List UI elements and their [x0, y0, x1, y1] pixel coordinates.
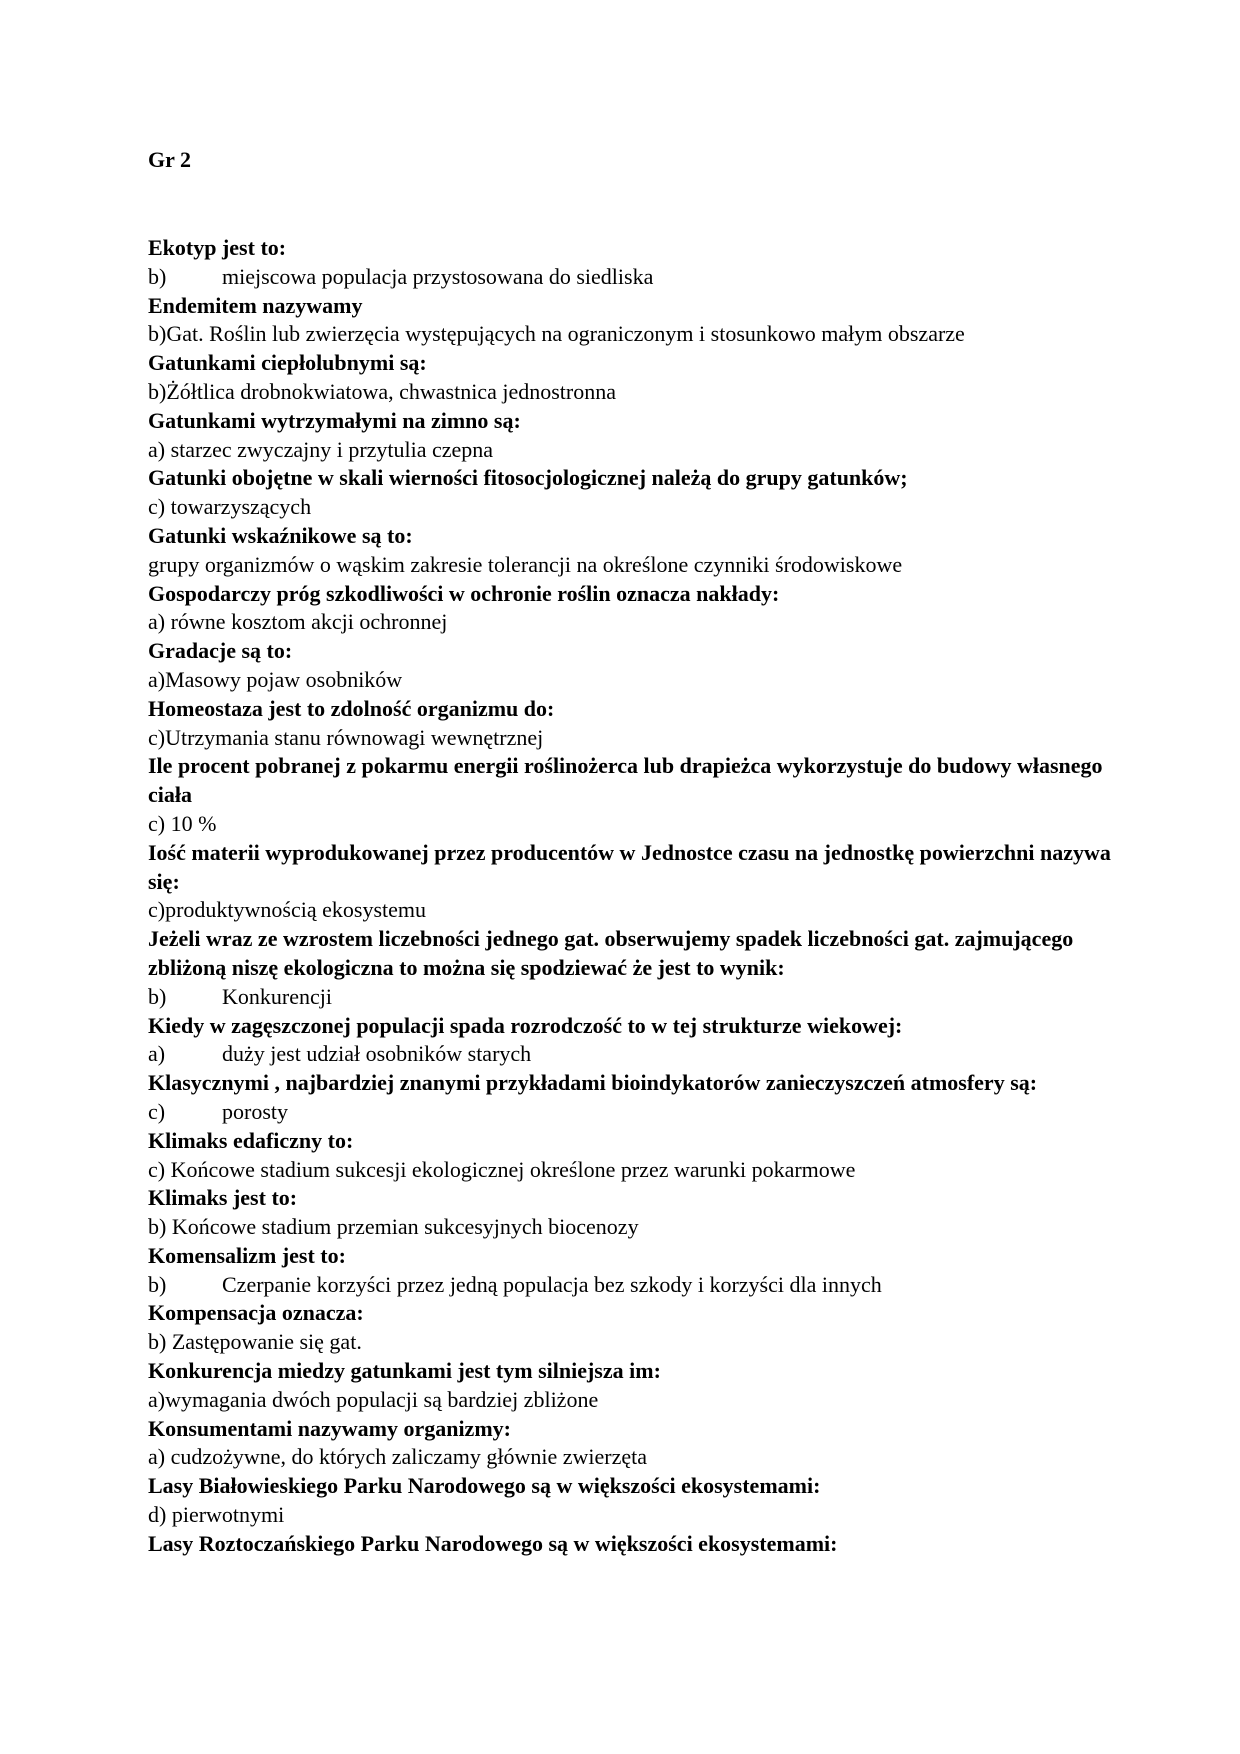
question-text: Lasy Białowieskiego Parku Narodowego są w większości ekosystemami: [148, 1473, 821, 1499]
question-text: Gatunki wskaźnikowe są to: [148, 522, 413, 548]
question-text: Kompensacja oznacza: [148, 1300, 364, 1326]
answer-body: Czerpanie korzyści przez jedną populacja bez szkody i korzyści dla innych [222, 1271, 882, 1297]
question-text: Gatunkami wytrzymałymi na zimno są: [148, 407, 521, 433]
answer-text: a)wymagania dwóch populacji są bardziej zbliżone [148, 1386, 599, 1412]
question-text: Gospodarczy próg szkodliwości w ochronie roślin oznacza nakłady: [148, 580, 780, 606]
answer-text: grupy organizmów o wąskim zakresie tolerancji na określone czynniki środowiskowe [148, 551, 903, 577]
answer-letter: b) [148, 983, 167, 1009]
question-text: Gradacje są to: [148, 638, 293, 664]
answer-letter: c) [148, 1098, 166, 1124]
answer-body: miejscowa populacja przystosowana do siedliska [222, 263, 654, 289]
answer-body: porosty [222, 1098, 288, 1124]
answer-text: a) starzec zwyczajny i przytulia czepna [148, 436, 494, 462]
answer-text [148, 1098, 1148, 1127]
question-text: Lasy Roztoczańskiego Parku Narodowego są w większości ekosystemami: [148, 1530, 838, 1556]
answer-text: c) towarzyszących [148, 494, 312, 520]
question-text: Konkurencja miedzy gatunkami jest tym silniejsza im: [148, 1358, 661, 1384]
question-text: Klimaks jest to: [148, 1185, 298, 1211]
answer-text: b) Końcowe stadium przemian sukcesyjnych biocenozy [148, 1214, 639, 1240]
question-text: Ekotyp jest to: [148, 235, 287, 260]
document-title: Gr 2 [148, 147, 191, 172]
question-text: Ile procent pobranej z pokarmu energii roślinożerca lub drapieżca wykorzystuje do budowy własnego ciała [148, 753, 1103, 808]
answer-text: d) pierwotnymi [148, 1502, 285, 1528]
answer-body: Konkurencji [222, 983, 332, 1009]
answer-text: b)Gat. Roślin lub zwierzęcia występujących na ograniczonym i stosunkowo małym obszarze [148, 321, 965, 347]
question-text: Konsumentami nazywamy organizmy: [148, 1415, 511, 1441]
answer-body: duży jest udział osobników starych [222, 1041, 532, 1067]
question-text: Gatunki obojętne w skali wierności fitosocjologicznej należą do grupy gatunków; [148, 465, 908, 491]
answer-text [148, 1271, 1148, 1300]
answer-text: a) równe kosztom akcji ochronnej [148, 609, 448, 635]
answer-text: b) Zastępowanie się gat. [148, 1329, 362, 1355]
answer-text [148, 983, 1148, 1012]
answer-text [148, 1040, 1148, 1069]
question-text: Klimaks edaficzny to: [148, 1127, 354, 1153]
answer-letter: b) [148, 263, 167, 289]
answer-letter: b) [148, 1271, 167, 1297]
question-text: Jeżeli wraz ze wzrostem liczebności jednego gat. obserwujemy spadek liczebności gat. zajmującego zbliżoną niszę ekologiczna to można się spodziewać że jest to wynik: [148, 926, 1074, 980]
answer-text: c)Utrzymania stanu równowagi wewnętrznej [148, 724, 544, 750]
question-text: Komensalizm jest to: [148, 1242, 346, 1268]
question-list [148, 234, 1148, 1559]
question-text: Gatunkami ciepłolubnymi są: [148, 350, 427, 376]
answer-text: c) Końcowe stadium sukcesji ekologicznej określone przez warunki pokarmowe [148, 1156, 856, 1182]
question-text: Iość materii wyprodukowanej przez producentów w Jednostce czasu na jednostkę powierzchni nazywa się: [148, 839, 1111, 894]
question-text: Endemitem nazywamy [148, 292, 363, 318]
answer-letter: a) [148, 1041, 166, 1067]
answer-text: a)Masowy pojaw osobników [148, 666, 403, 692]
answer-text: a) cudzożywne, do których zaliczamy głównie zwierzęta [148, 1444, 648, 1470]
answer-text: c) 10 % [148, 810, 217, 836]
question-text: Klasycznymi , najbardziej znanymi przykładami bioindykatorów zanieczyszczeń atmosfery są: [148, 1070, 1038, 1096]
question-text: Kiedy w zagęszczonej populacji spada rozrodczość to w tej strukturze wiekowej: [148, 1012, 903, 1038]
question-text: Homeostaza jest to zdolność organizmu do: [148, 695, 555, 721]
answer-text [148, 263, 1148, 292]
answer-text: c)produktywnością ekosystemu [148, 897, 426, 923]
answer-text: b)Żółtlica drobnokwiatowa, chwastnica jednostronna [148, 378, 616, 404]
